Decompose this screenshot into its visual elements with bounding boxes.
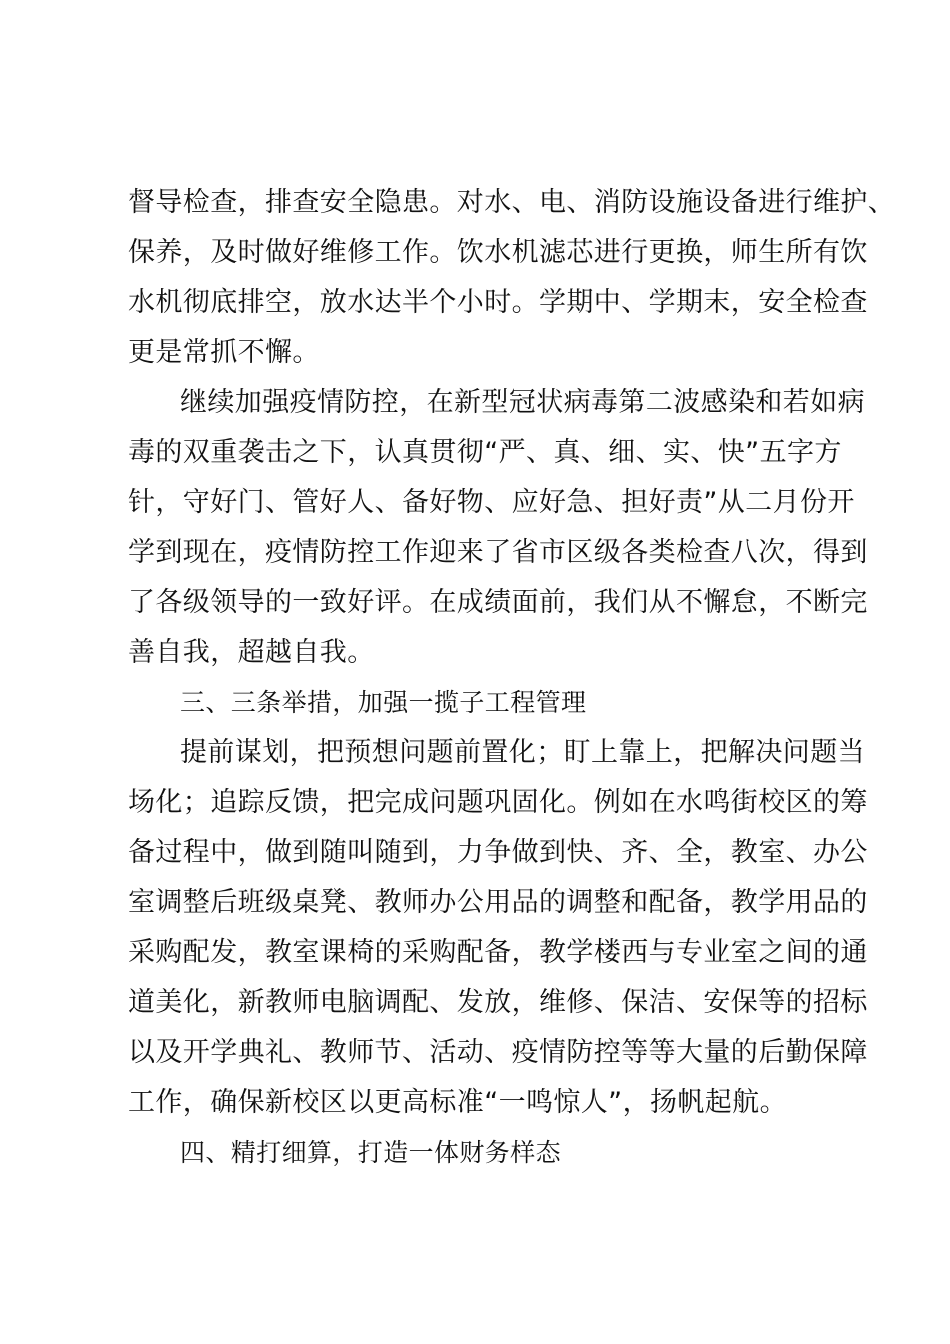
text-line: 采购配发，教室课椅的采购配备，教学楼西与专业室之间的通	[128, 937, 868, 968]
text-line: 继续加强疫情防控，在新型冠状病毒第二波感染和若如病	[180, 387, 865, 418]
text-line: 室调整后班级桌凳、教师办公用品的调整和配备，教学用品的	[128, 887, 868, 918]
text-line: 道美化，新教师电脑调配、发放，维修、保洁、安保等的招标	[128, 987, 868, 1018]
text-line: 针，守好门、管好人、备好物、应好急、担好责”从二月份开	[128, 487, 855, 518]
section-heading-three: 三、三条举措，加强一揽子工程管理	[180, 688, 587, 717]
text-line: 督导检查，排查安全隐患。对水、电、消防设施设备进行维护、	[128, 187, 896, 218]
text-line: 提前谋划，把预想问题前置化；盯上靠上，把解决问题当	[180, 737, 865, 768]
text-line: 以及开学典礼、教师节、活动、疫情防控等等大量的后勤保障	[128, 1037, 868, 1068]
text-line: 了各级领导的一致好评。在成绩面前，我们从不懈怠，不断完	[128, 587, 868, 618]
text-line: 工作，确保新校区以更高标准“一鸣惊人”，扬帆起航。	[128, 1087, 787, 1118]
text-line: 毒的双重袭击之下，认真贯彻“严、真、细、实、快”五字方	[128, 437, 842, 468]
section-heading-four: 四、精打细算，打造一体财务样态	[180, 1138, 562, 1167]
text-line: 场化；追踪反馈，把完成问题巩固化。例如在水鸣街校区的筹	[128, 787, 868, 818]
document-body	[128, 178, 896, 1178]
text-line: 保养，及时做好维修工作。饮水机滤芯进行更换，师生所有饮	[128, 237, 868, 268]
text-line: 备过程中，做到随叫随到，力争做到快、齐、全，教室、办公	[128, 837, 868, 868]
text-line: 善自我，超越自我。	[128, 637, 375, 668]
text-line: 水机彻底排空，放水达半个小时。学期中、学期末，安全检查	[128, 287, 868, 318]
paragraph-epidemic-control	[128, 378, 868, 678]
paragraph-project-management	[128, 728, 868, 1128]
text-line: 更是常抓不懈。	[128, 337, 320, 368]
paragraph-safety-inspection	[128, 178, 896, 378]
text-line: 学到现在，疫情防控工作迎来了省市区级各类检查八次，得到	[128, 537, 868, 568]
